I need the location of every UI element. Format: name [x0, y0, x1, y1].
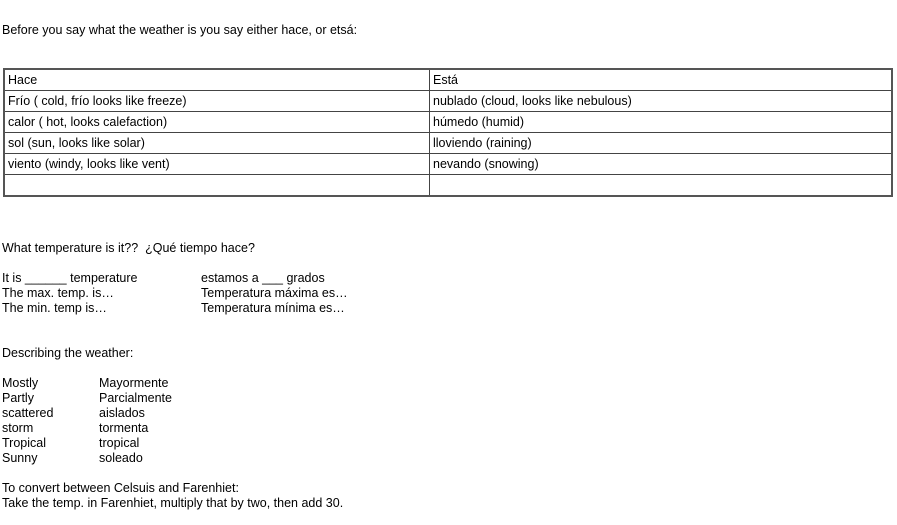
table-row	[4, 154, 892, 175]
phrase-row	[2, 436, 202, 451]
spanish-term: Mayormente	[99, 376, 169, 390]
temperature-phrases	[2, 271, 402, 316]
temperature-heading: What temperature is it?? ¿Qué tiempo hace?	[2, 241, 255, 255]
table-cell	[4, 175, 430, 197]
table-cell: sol (sun, looks like solar)	[4, 133, 430, 154]
table-cell: nevando (snowing)	[430, 154, 893, 175]
vocab-table	[3, 68, 893, 197]
describing-phrases	[2, 376, 202, 466]
table-cell: nublado (cloud, looks like nebulous)	[430, 91, 893, 112]
phrase-row	[2, 391, 202, 406]
english-term: Partly	[2, 391, 34, 405]
table-row	[4, 112, 892, 133]
table-header-row	[4, 69, 892, 91]
spanish-phrase: estamos a ___ grados	[201, 271, 325, 285]
phrase-row	[2, 451, 202, 466]
table-row	[4, 133, 892, 154]
phrase-row	[2, 301, 402, 316]
table-cell: lloviendo (raining)	[430, 133, 893, 154]
english-phrase: It is ______ temperature	[2, 271, 138, 285]
phrase-row	[2, 271, 402, 286]
phrase-row	[2, 421, 202, 436]
spanish-term: tormenta	[99, 421, 149, 435]
table-row	[4, 175, 892, 197]
spanish-term: tropical	[99, 436, 140, 450]
table-row	[4, 91, 892, 112]
phrase-row	[2, 286, 402, 301]
english-phrase: The max. temp. is…	[2, 286, 114, 300]
table-cell: calor ( hot, looks calefaction)	[4, 112, 430, 133]
english-term: scattered	[2, 406, 54, 420]
phrase-row	[2, 406, 202, 421]
table-cell: viento (windy, looks like vent)	[4, 154, 430, 175]
intro-text: Before you say what the weather is you say either hace, or etsá:	[2, 23, 358, 37]
describing-heading: Describing the weather:	[2, 346, 134, 360]
table-cell	[430, 175, 893, 197]
conversion-heading: To convert between Celsuis and Farenhiet:	[2, 481, 239, 495]
table-header-cell: Está	[430, 69, 893, 91]
spanish-phrase: Temperatura máxima es…	[201, 286, 348, 300]
table-cell: Frío ( cold, frío looks like freeze)	[4, 91, 430, 112]
english-term: Tropical	[2, 436, 46, 450]
conversion-text: Take the temp. in Farenhiet, multiply that by two, then add 30.	[2, 496, 344, 510]
table-header-cell: Hace	[4, 69, 430, 91]
spanish-term: aislados	[99, 406, 145, 420]
english-term: Mostly	[2, 376, 39, 390]
spanish-phrase: Temperatura mínima es…	[201, 301, 345, 315]
spanish-term: soleado	[99, 451, 143, 465]
english-term: Sunny	[2, 451, 38, 465]
spanish-term: Parcialmente	[99, 391, 172, 405]
english-phrase: The min. temp is…	[2, 301, 107, 315]
english-term: storm	[2, 421, 34, 435]
phrase-row	[2, 376, 202, 391]
table-cell: húmedo (humid)	[430, 112, 893, 133]
